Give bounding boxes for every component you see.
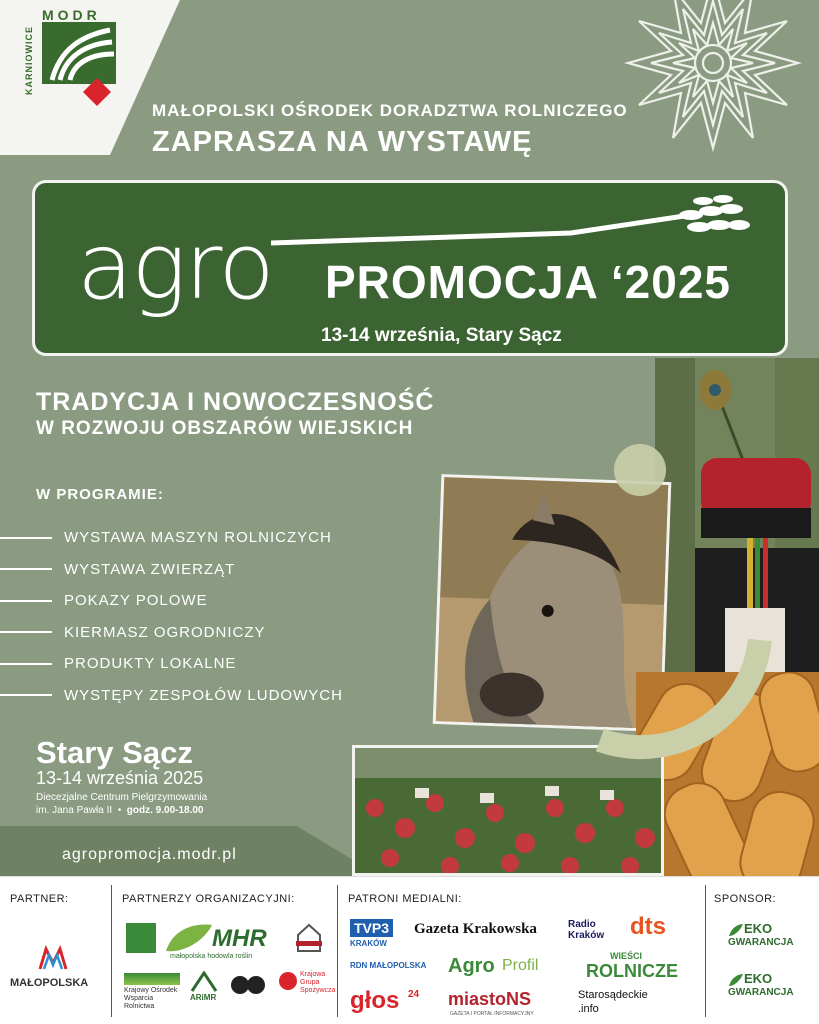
folk-mandala-icon [618,0,808,158]
agro-wordmark: agro [77,213,273,320]
malopolska-logo-icon [38,945,68,971]
event-venue: Diecezjalne Centrum Pielgrzymowania [36,792,208,803]
banner-date-place: 13-14 września, Stary Sącz [321,325,562,346]
program-item [0,585,360,617]
sponsors-footer [0,876,819,1024]
eko-gwarancja-logo-2-sub: GWARANCJA [728,987,794,998]
sponsor-title: SPONSOR: [714,893,777,905]
event-city: Stary Sącz [36,735,193,770]
tower-crest-icon [292,921,326,955]
starosadeckie-info: .info [578,1003,599,1015]
organizational-partners-column [112,885,338,1017]
program-heading: W PROGRAMIE: [36,486,164,503]
gazeta-krakowska-logo: Gazeta Krakowska [414,921,537,937]
event-address: im. Jana Pawła II [36,805,113,816]
kgs-logo-text: Krajowa Grupa Spożywcza [300,971,336,994]
promocja-wordmark: PROMOCJA ‘2025 [325,256,731,308]
partner-column [0,885,112,1017]
tvp3-logo: TVP3 [350,919,393,937]
agroprofil-logo: Agro [448,955,495,977]
wheat-icon [271,193,751,253]
goats-logo-icon [228,971,268,997]
event-website-link[interactable]: agropromocja.modr.pl [62,846,237,863]
tagline-line-2: W ROZWOJU OBSZARÓW WIEJSKICH [36,418,414,439]
kow-logo-text: Krajowy Ośrodek Wsparcia Rolnictwa [124,987,178,1010]
program-list [0,522,360,711]
tagline-line-1: TRADYCJA I NOWOCZESNOŚĆ [36,388,435,416]
eko-leaf-icon [728,973,744,987]
kgs-logo-icon [278,971,298,991]
event-address-hours: im. Jana Pawła II • godz. 9.00-18.00 [36,805,204,816]
tvp3-sub: KRAKÓW [350,939,387,948]
invitation-heading: ZAPRASZA NA WYSTAWĘ [152,126,533,158]
program-item [0,522,360,554]
program-item [0,617,360,649]
arimr-logo-text: ARiMR [190,993,217,1002]
eko-gwarancja-logo-1-sub: GWARANCJA [728,937,794,948]
program-item-label: POKAZY POLOWE [64,592,208,610]
miastons-logo: miastoNS [448,989,532,1009]
agroprofil-logo-2: Profil [502,957,539,974]
event-hours: godz. 9.00-18.00 [126,805,204,816]
program-item-label: PRODUKTY LOKALNE [64,655,237,673]
eko-gwarancja-logo-2: EKO [744,971,773,986]
glos24-number: 24 [408,989,420,1000]
miastons-sub: GAZETA I PORTAL INFORMACYJNY [450,1011,534,1017]
sponsor-column [706,885,819,1017]
modr-logo-side-text: KARNIOWICE [24,26,34,95]
dts-logo: dts [630,913,666,940]
media-patrons-title: PATRONI MEDIALNI: [348,893,462,905]
arimr-logo-icon [190,971,218,993]
event-banner [32,180,788,356]
program-item-label: WYSTĘPY ZESPOŁÓW LUDOWYCH [64,686,343,704]
malopolska-logo-text: MAŁOPOLSKA [10,977,89,989]
glos24-logo: głos [350,987,400,1014]
program-item [0,680,360,712]
eko-gwarancja-logo-1: EKO [744,921,773,936]
modr-logo-text: MODR [42,7,101,23]
program-item [0,554,360,586]
event-date: 13-14 września 2025 [36,768,204,788]
org-partners-title: PARTNERZY ORGANIZACYJNI: [122,893,295,905]
wiesci-logo-top: WIEŚCI [610,951,643,961]
program-item [0,648,360,680]
wiesci-logo-bottom: ROLNICZE [586,961,678,981]
eko-leaf-icon [728,923,744,937]
program-item-label: WYSTAWA ZWIERZĄT [64,560,236,578]
partner-title: PARTNER: [10,893,69,905]
program-item-label: WYSTAWA MASZYN ROLNICZYCH [64,529,332,547]
program-item-label: KIERMASZ OGRODNICZY [64,623,266,641]
decorative-ring-icon [560,440,780,800]
radio-krakow-logo: Radio Kraków [568,919,605,941]
mhr-leaf-icon [164,921,214,955]
starosadeckie-logo: Starosądeckie [578,989,648,1001]
organizer-name: MAŁOPOLSKI OŚRODEK DORADZTWA ROLNICZEGO [152,101,628,120]
mhr-logo-text: MHR [212,925,267,952]
mhr-logo-subtext: małopolska hodowla roślin [170,953,253,960]
rdn-malopolska-logo: RDN MAŁOPOLSKA [350,961,427,970]
media-patrons-column [338,885,706,1017]
kow-logo-icon [124,973,180,985]
modr-small-logo-icon [126,923,156,953]
